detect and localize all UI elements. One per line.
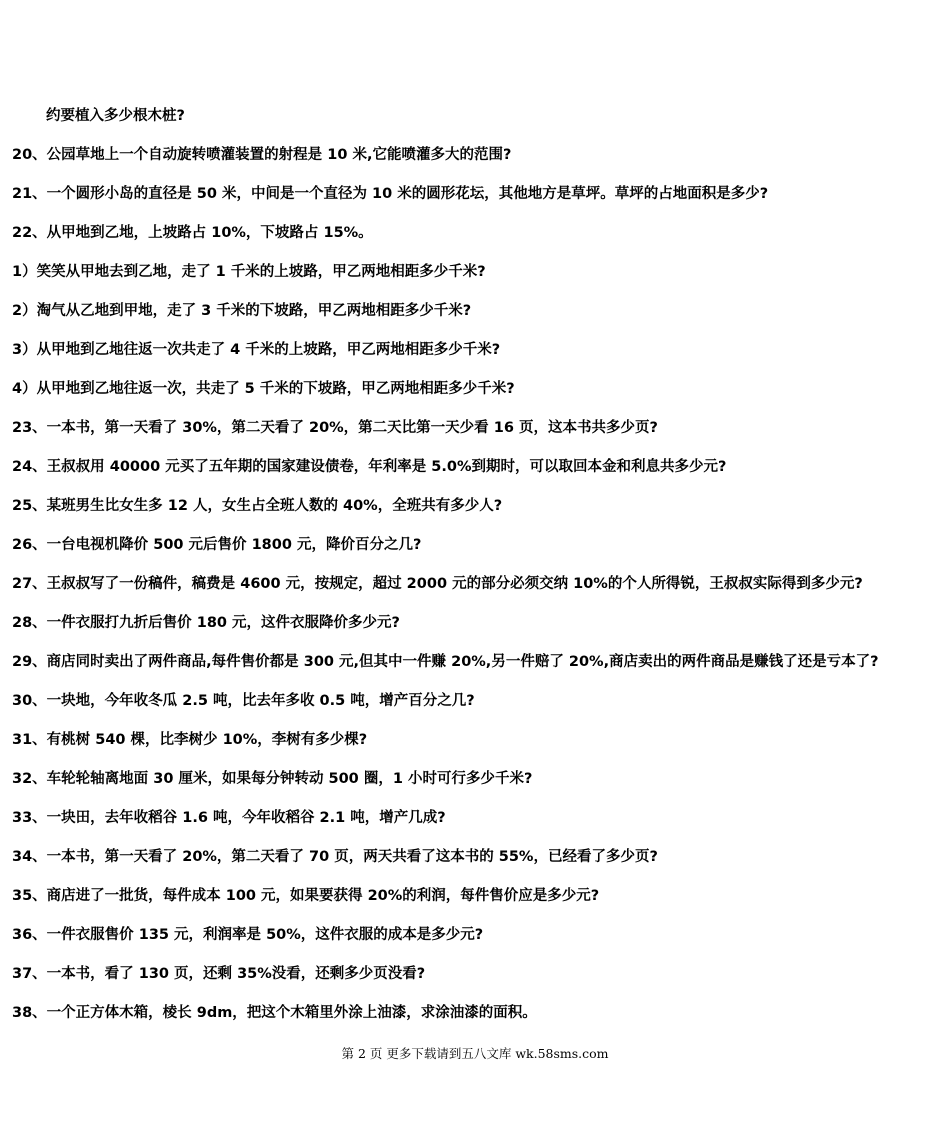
question-20: 20、公园草地上一个自动旋转喷灌装置的射程是 10 米,它能喷灌多大的范围?	[12, 147, 512, 163]
question-36: 36、一件衣服售价 135 元，利润率是 50%，这件衣服的成本是多少元?	[12, 927, 484, 943]
question-22-part-1: 1）笑笑从甲地去到乙地，走了 1 千米的上坡路，甲乙两地相距多少千米?	[12, 264, 486, 280]
question-22-part-2: 2）淘气从乙地到甲地，走了 3 千米的下坡路，甲乙两地相距多少千米?	[12, 303, 472, 319]
question-38: 38、一个正方体木箱，棱长 9dm，把这个木箱里外涂上油漆，求涂油漆的面积。	[12, 1005, 537, 1021]
question-25: 25、某班男生比女生多 12 人，女生占全班人数的 40%，全班共有多少人?	[12, 498, 503, 514]
question-28: 28、一件衣服打九折后售价 180 元，这件衣服降价多少元?	[12, 615, 400, 631]
question-32: 32、车轮轮轴离地面 30 厘米，如果每分钟转动 500 圈，1 小时可行多少千米?	[12, 771, 533, 787]
question-22: 22、从甲地到乙地，上坡路占 10%，下坡路占 15%。	[12, 225, 373, 241]
page-footer: 第 2 页 更多下载请到五八文库 wk.58sms.com	[341, 1046, 609, 1061]
question-37: 37、一本书，看了 130 页，还剩 35%没看，还剩多少页没看?	[12, 966, 426, 982]
question-22-part-3: 3）从甲地到乙地往返一次共走了 4 千米的上坡路，甲乙两地相距多少千米?	[12, 342, 501, 358]
question-30: 30、一块地，今年收冬瓜 2.5 吨，比去年多收 0.5 吨，增产百分之几?	[12, 693, 475, 709]
question-23: 23、一本书，第一天看了 30%，第二天看了 20%，第二天比第一天少看 16 页，这本书共多少页?	[12, 420, 658, 436]
question-list	[12, 102, 942, 1038]
question-34: 34、一本书，第一天看了 20%，第二天看了 70 页，两天共看了这本书的 55%，已经看了多少页?	[12, 849, 658, 865]
question-line-continuation: 约要植入多少根木桩?	[46, 108, 185, 124]
question-35: 35、商店进了一批货，每件成本 100 元，如果要获得 20%的利润，每件售价应是多少元?	[12, 888, 600, 904]
question-26: 26、一台电视机降价 500 元后售价 1800 元，降价百分之几?	[12, 537, 422, 553]
question-24: 24、王叔叔用 40000 元买了五年期的国家建设债卷，年利率是 5.0%到期时，可以取回本金和利息共多少元?	[12, 459, 727, 475]
question-33: 33、一块田，去年收稻谷 1.6 吨，今年收稻谷 2.1 吨，增产几成?	[12, 810, 446, 826]
question-29: 29、商店同时卖出了两件商品,每件售价都是 300 元,但其中一件赚 20%,另一件赔了 20%,商店卖出的两件商品是赚钱了还是亏本了?	[12, 654, 879, 670]
question-27: 27、王叔叔写了一份稿件，稿费是 4600 元，按规定，超过 2000 元的部分必须交纳 10%的个人所得锐，王叔叔实际得到多少元?	[12, 576, 863, 592]
question-21: 21、一个圆形小岛的直径是 50 米，中间是一个直径为 10 米的圆形花坛，其他地方是草坪。草坪的占地面积是多少?	[12, 186, 769, 202]
question-22-part-4: 4）从甲地到乙地往返一次，共走了 5 千米的下坡路，甲乙两地相距多少千米?	[12, 381, 515, 397]
question-31: 31、有桃树 540 棵，比李树少 10%，李树有多少棵?	[12, 732, 368, 748]
